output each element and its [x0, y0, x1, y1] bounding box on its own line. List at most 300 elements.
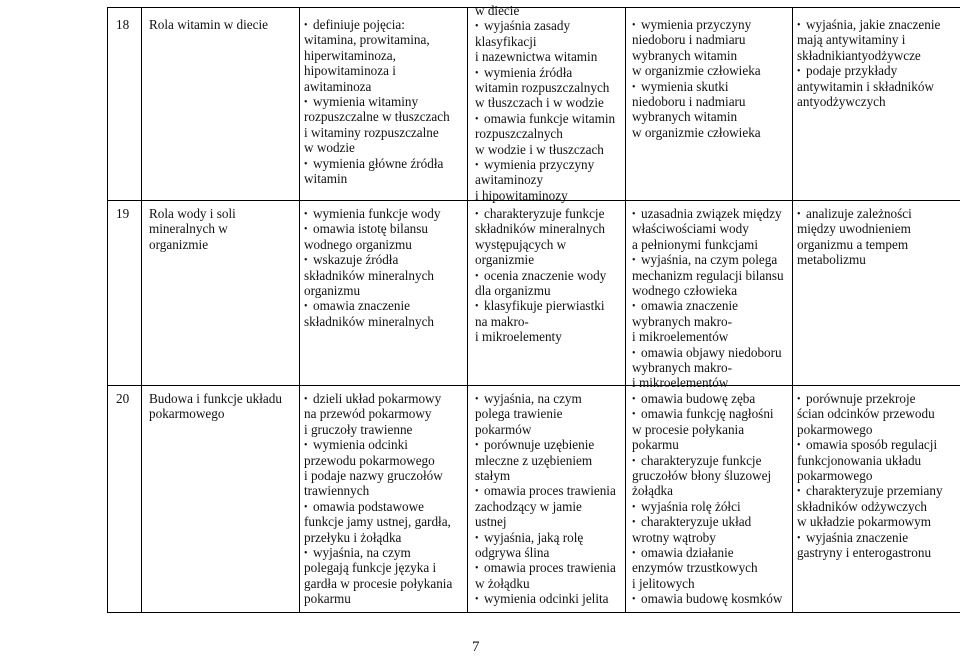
item-text: w organizmie człowieka	[632, 124, 761, 140]
item-text: stałym	[475, 468, 511, 484]
requirements-list	[797, 206, 959, 268]
continuation-line	[797, 252, 959, 267]
item-text: omawia proces trawienia	[484, 483, 616, 499]
item-text: wymienia witaminy	[313, 94, 419, 110]
col-divider-c	[792, 7, 793, 613]
item-text: omawia działanie	[641, 545, 734, 561]
continuation-line	[304, 453, 467, 468]
item-text: składników mineralnych	[304, 267, 435, 283]
item-text: pokarmu	[304, 591, 351, 607]
item-text: wrotny wątroby	[632, 529, 716, 545]
requirements-list	[632, 206, 792, 391]
row-20-col-d	[797, 391, 959, 560]
row-19-number: 19	[116, 206, 130, 221]
item-text: między uwodnieniem	[797, 221, 911, 237]
item-text: odgrywa ślina	[475, 545, 550, 561]
item-text: a pełnionymi funkcjami	[632, 236, 758, 252]
continuation-line	[475, 142, 625, 157]
item-text: charakteryzuje układ	[641, 514, 752, 530]
row-19-col-c	[632, 206, 792, 391]
item-text: w żołądku	[475, 575, 530, 591]
bullet-item	[304, 298, 467, 313]
bullet-item	[304, 499, 467, 514]
col-divider-a	[467, 7, 468, 613]
bullet-item	[475, 157, 625, 172]
item-text: omawia budowę zęba	[641, 391, 756, 406]
item-text: omawia budowę kosmków	[641, 591, 783, 607]
bullet-icon: •	[304, 440, 308, 452]
row-20-col-c	[632, 391, 792, 607]
requirements-list	[797, 391, 959, 560]
continuation-line	[797, 468, 959, 483]
item-text: wymienia skutki	[641, 78, 729, 94]
continuation-line	[797, 48, 959, 63]
continuation-line	[475, 545, 625, 560]
row-divider-19-20	[107, 385, 960, 386]
continuation-line	[304, 422, 467, 437]
continuation-line	[304, 140, 467, 155]
item-text: niedoboru i nadmiaru	[632, 94, 746, 110]
page-number: 7	[472, 639, 480, 655]
item-text: polega trawienie	[475, 406, 563, 422]
requirements-list	[304, 206, 467, 329]
bullet-item	[632, 499, 792, 514]
continuation-line	[632, 437, 792, 452]
bullet-icon: •	[475, 209, 479, 220]
bullet-icon: •	[475, 21, 479, 33]
row-18-number: 18	[116, 17, 130, 32]
item-text: charakteryzuje funkcje	[484, 206, 605, 221]
bullet-item	[304, 391, 467, 406]
bullet-item	[475, 65, 625, 80]
bullet-item	[797, 483, 959, 498]
item-text: organizmu	[304, 283, 361, 299]
bullet-item	[475, 560, 625, 575]
continuation-line	[304, 468, 467, 483]
item-text: witamina, prowitamina,	[304, 32, 430, 48]
continuation-line	[304, 171, 467, 186]
requirements-list	[475, 206, 625, 345]
item-text: analizuje zależności	[806, 206, 912, 221]
requirements-list	[475, 3, 625, 203]
continuation-line	[475, 34, 625, 49]
item-text: niedoboru i nadmiaru	[632, 32, 746, 48]
item-text: wyjaśnia, na czym	[313, 545, 411, 561]
item-text: wymienia przyczyny	[484, 157, 595, 173]
continuation-line	[632, 237, 792, 252]
continuation-line	[632, 360, 792, 375]
continuation-line	[632, 375, 792, 390]
bullet-icon: •	[632, 301, 636, 313]
continuation-line	[475, 3, 625, 18]
continuation-line	[475, 514, 625, 529]
continuation-line	[304, 576, 467, 591]
row-19-col-a	[304, 206, 467, 329]
bullet-icon: •	[304, 501, 308, 513]
item-text: pokarmu	[632, 437, 679, 453]
item-text: wyjaśnia znaczenie	[806, 529, 909, 545]
item-text: w diecie	[475, 3, 520, 18]
bullet-icon: •	[475, 532, 479, 544]
row-20-col-a	[304, 391, 467, 607]
row-19-col-b	[475, 206, 625, 345]
bullet-icon: •	[632, 209, 636, 220]
continuation-line	[797, 499, 959, 514]
item-text: i mikroelementy	[475, 329, 562, 345]
row-18-topic: Rola witamin w diecie	[149, 17, 269, 32]
item-text: antywitamin i składników	[797, 78, 934, 94]
continuation-line	[304, 109, 467, 124]
item-text: i witaminy rozpuszczalne	[304, 124, 439, 140]
bullet-icon: •	[304, 548, 308, 560]
bullet-item	[475, 206, 625, 221]
bullet-icon: •	[632, 517, 636, 529]
bullet-icon: •	[304, 97, 308, 109]
item-text: mleczne z uzębieniem	[475, 452, 593, 468]
bullet-item	[632, 514, 792, 529]
continuation-line	[304, 32, 467, 47]
item-text: omawia znaczenie	[313, 298, 411, 314]
item-text: gastryny i enterogastronu	[797, 545, 932, 561]
bullet-item	[475, 18, 625, 33]
continuation-line	[632, 483, 792, 498]
bullet-icon: •	[304, 158, 308, 170]
continuation-line	[797, 545, 959, 560]
item-text: wyjaśnia, jaką rolę	[484, 529, 584, 545]
continuation-line	[475, 95, 625, 110]
item-text: wymienia odcinki	[313, 437, 408, 453]
bullet-icon: •	[797, 66, 801, 78]
continuation-line	[632, 32, 792, 47]
bullet-item	[797, 530, 959, 545]
item-text: ustnej	[475, 514, 507, 530]
item-text: ocenia znaczenie wody	[484, 267, 607, 283]
continuation-line	[797, 422, 959, 437]
bullet-icon: •	[304, 394, 308, 405]
bullet-item	[797, 17, 959, 32]
bullet-item	[797, 206, 959, 221]
continuation-line	[632, 94, 792, 109]
bullet-item	[475, 530, 625, 545]
bullet-icon: •	[475, 486, 479, 498]
continuation-line	[475, 237, 625, 252]
continuation-line	[632, 125, 792, 140]
continuation-line	[632, 283, 792, 298]
item-text: funkcje jamy ustnej, gardła,	[304, 514, 451, 530]
continuation-line	[475, 49, 625, 64]
item-text: i podaje nazwy gruczołów	[304, 468, 443, 484]
item-text: wymienia odcinki jelita	[484, 591, 609, 607]
row-18-col-b	[475, 3, 625, 203]
item-text: antyodżywczych	[797, 94, 886, 110]
continuation-line	[475, 453, 625, 468]
item-text: żołądka	[632, 483, 674, 499]
bullet-icon: •	[304, 209, 308, 220]
item-text: omawia istotę bilansu	[313, 221, 429, 237]
item-text: właściwościami wody	[632, 221, 749, 237]
bullet-icon: •	[475, 270, 479, 282]
bullet-item	[632, 406, 792, 421]
bullet-item	[475, 437, 625, 452]
item-text: w wodzie	[304, 140, 355, 156]
col-divider-topic	[299, 7, 300, 613]
continuation-line	[632, 63, 792, 78]
bullet-icon: •	[632, 501, 636, 513]
continuation-line	[632, 109, 792, 124]
item-text: enzymów trzustkowych	[632, 560, 758, 576]
item-text: omawia objawy niedoboru	[641, 344, 782, 360]
item-text: wybranych witamin	[632, 109, 738, 125]
continuation-line	[304, 125, 467, 140]
bullet-icon: •	[304, 301, 308, 313]
bullet-icon: •	[797, 486, 801, 498]
continuation-line	[632, 422, 792, 437]
bullet-item	[632, 391, 792, 406]
requirements-list	[304, 391, 467, 607]
item-text: uzasadnia związek między	[641, 206, 782, 221]
item-text: porównuje uzębienie	[484, 437, 595, 453]
bullet-item	[475, 391, 625, 406]
continuation-line	[475, 80, 625, 95]
item-text: wyjaśnia, jakie znaczenie	[806, 17, 941, 32]
item-text: w układzie pokarmowym	[797, 514, 932, 530]
item-text: pokarmowego	[797, 421, 873, 437]
continuation-line	[304, 48, 467, 63]
continuation-line	[475, 576, 625, 591]
bullet-icon: •	[475, 394, 479, 405]
bullet-icon: •	[632, 594, 636, 606]
bullet-icon: •	[632, 347, 636, 359]
item-text: omawia funkcję nagłośni	[641, 406, 774, 422]
continuation-line	[304, 283, 467, 298]
item-text: omawia podstawowe	[313, 498, 424, 514]
row-18-col-d	[797, 17, 959, 109]
item-text: zachodzący w jamie	[475, 498, 582, 514]
bullet-icon: •	[632, 455, 636, 467]
item-text: charakteryzuje funkcje	[641, 452, 762, 468]
item-text: składników mineralnych	[475, 221, 606, 237]
item-text: wyjaśnia, na czym polega	[641, 252, 778, 268]
continuation-line	[632, 576, 792, 591]
continuation-line	[304, 314, 467, 329]
bullet-icon: •	[797, 440, 801, 452]
item-text: omawia sposób regulacji	[806, 437, 938, 453]
item-text: wymienia przyczyny	[641, 17, 752, 32]
item-text: występujących w	[475, 236, 567, 252]
row-18-col-a	[304, 17, 467, 186]
bullet-icon: •	[475, 440, 479, 452]
item-text: polegają funkcje języka i	[304, 560, 437, 576]
continuation-line	[475, 188, 625, 203]
bullet-item	[797, 63, 959, 78]
bullet-item	[475, 591, 625, 606]
bullet-icon: •	[797, 394, 801, 405]
requirements-list	[797, 17, 959, 109]
item-text: pokarmów	[475, 421, 532, 437]
continuation-line	[632, 268, 792, 283]
item-text: funkcjonowania układu	[797, 452, 922, 468]
item-text: trawiennych	[304, 483, 370, 499]
continuation-line	[632, 329, 792, 344]
continuation-line	[304, 268, 467, 283]
item-text: awitaminoza	[304, 78, 372, 94]
bullet-item	[632, 252, 792, 267]
continuation-line	[475, 406, 625, 421]
bullet-item	[632, 206, 792, 221]
item-text: definiuje pojęcia:	[313, 17, 405, 32]
item-text: na makro-	[475, 313, 529, 329]
continuation-line	[632, 221, 792, 236]
bullet-item	[632, 591, 792, 606]
item-text: gardła w procesie połykania	[304, 575, 453, 591]
continuation-line	[475, 221, 625, 236]
item-text: wymienia źródła	[484, 64, 573, 80]
continuation-line	[304, 514, 467, 529]
bullet-icon: •	[304, 224, 308, 236]
requirements-list	[475, 391, 625, 607]
col-divider-no	[141, 7, 142, 613]
item-text: składników odżywczych	[797, 498, 928, 514]
item-text: wodnego człowieka	[632, 283, 738, 299]
bullet-icon: •	[304, 20, 308, 31]
requirements-list	[632, 391, 792, 607]
bullet-item	[632, 345, 792, 360]
continuation-line	[797, 32, 959, 47]
bullet-item	[475, 298, 625, 313]
item-text: wybranych makro-	[632, 360, 732, 376]
bullet-item	[797, 437, 959, 452]
continuation-line	[475, 283, 625, 298]
continuation-line	[797, 237, 959, 252]
item-text: podaje przykłady	[806, 63, 898, 79]
item-text: pokarmowego	[797, 468, 873, 484]
row-20-number: 20	[116, 391, 130, 406]
item-text: wyjaśnia zasady	[484, 18, 571, 34]
row-19-topic: Rola wody i soli mineralnych w organizmie	[149, 206, 236, 252]
item-text: rozpuszczalne w tłuszczach	[304, 109, 450, 125]
item-text: klasyfikuje pierwiastki	[484, 298, 605, 314]
item-text: w wodzie i w tłuszczach	[475, 141, 604, 157]
item-text: rozpuszczalnych	[475, 126, 563, 142]
item-text: składnikiantyodżywcze	[797, 47, 921, 63]
item-text: organizmie	[475, 252, 535, 268]
item-text: wybranych witamin	[632, 47, 738, 63]
continuation-line	[632, 530, 792, 545]
item-text: i mikroelementów	[632, 375, 729, 391]
row-19-col-d	[797, 206, 959, 268]
bullet-item	[475, 268, 625, 283]
continuation-line	[475, 172, 625, 187]
item-text: w procesie połykania	[632, 421, 745, 437]
table-left-border	[107, 7, 108, 613]
continuation-line	[304, 530, 467, 545]
bullet-item	[475, 111, 625, 126]
item-text: mechanizm regulacji bilansu	[632, 267, 784, 283]
bullet-item	[304, 17, 467, 32]
continuation-line	[475, 314, 625, 329]
bullet-item	[632, 453, 792, 468]
bullet-icon: •	[632, 255, 636, 267]
bullet-item	[632, 79, 792, 94]
item-text: w tłuszczach i w wodzie	[475, 95, 604, 111]
bullet-icon: •	[797, 209, 801, 220]
item-text: organizmu a tempem	[797, 236, 909, 252]
continuation-line	[304, 79, 467, 94]
bullet-icon: •	[475, 594, 479, 606]
bullet-item	[304, 94, 467, 109]
bullet-icon: •	[632, 409, 636, 421]
continuation-line	[304, 63, 467, 78]
bullet-item	[475, 483, 625, 498]
item-text: omawia znaczenie	[641, 298, 739, 314]
item-text: wodnego organizmu	[304, 236, 412, 252]
item-text: metabolizmu	[797, 252, 866, 268]
bullet-icon: •	[797, 532, 801, 544]
continuation-line	[797, 94, 959, 109]
continuation-line	[475, 499, 625, 514]
item-text: mają antywitaminy i	[797, 32, 906, 48]
table-bottom-border	[107, 612, 960, 613]
item-text: wyjaśnia rolę żółci	[641, 498, 741, 514]
item-text: na przewód pokarmowy	[304, 406, 432, 422]
bullet-icon: •	[632, 81, 636, 93]
item-text: składników mineralnych	[304, 313, 435, 329]
continuation-line	[304, 483, 467, 498]
row-20-topic: Budowa i funkcje układu pokarmowego	[149, 391, 282, 422]
continuation-line	[797, 453, 959, 468]
item-text: i hipowitaminozy	[475, 187, 568, 203]
continuation-line	[797, 514, 959, 529]
bullet-item	[304, 437, 467, 452]
bullet-item	[304, 252, 467, 267]
continuation-line	[632, 48, 792, 63]
item-text: wyjaśnia, na czym	[484, 391, 582, 406]
bullet-item	[304, 156, 467, 171]
row-20-col-b	[475, 391, 625, 607]
item-text: wymienia główne źródła	[313, 155, 444, 171]
bullet-item	[632, 298, 792, 313]
item-text: dzieli układ pokarmowy	[313, 391, 442, 406]
bullet-item	[304, 221, 467, 236]
continuation-line	[632, 468, 792, 483]
continuation-line	[632, 560, 792, 575]
bullet-item	[632, 545, 792, 560]
item-text: ścian odcinków przewodu	[797, 406, 935, 422]
item-text: i jelitowych	[632, 575, 695, 591]
bullet-item	[632, 17, 792, 32]
bullet-item	[304, 545, 467, 560]
bullet-item	[797, 391, 959, 406]
bullet-icon: •	[304, 255, 308, 267]
col-divider-b	[625, 7, 626, 613]
requirements-list	[304, 17, 467, 186]
bullet-icon: •	[475, 160, 479, 172]
item-text: witamin	[304, 171, 348, 187]
item-text: przewodu pokarmowego	[304, 452, 435, 468]
continuation-line	[797, 221, 959, 236]
row-18-col-c	[632, 17, 792, 140]
item-text: porównuje przekroje	[806, 391, 916, 406]
item-text: omawia funkcje witamin	[484, 110, 616, 126]
requirements-list	[632, 17, 792, 140]
bullet-item	[304, 206, 467, 221]
continuation-line	[797, 406, 959, 421]
bullet-icon: •	[475, 301, 479, 313]
item-text: i mikroelementów	[632, 329, 729, 345]
item-text: awitaminozy	[475, 172, 544, 188]
item-text: omawia proces trawienia	[484, 560, 616, 576]
item-text: hiperwitaminoza,	[304, 47, 396, 63]
